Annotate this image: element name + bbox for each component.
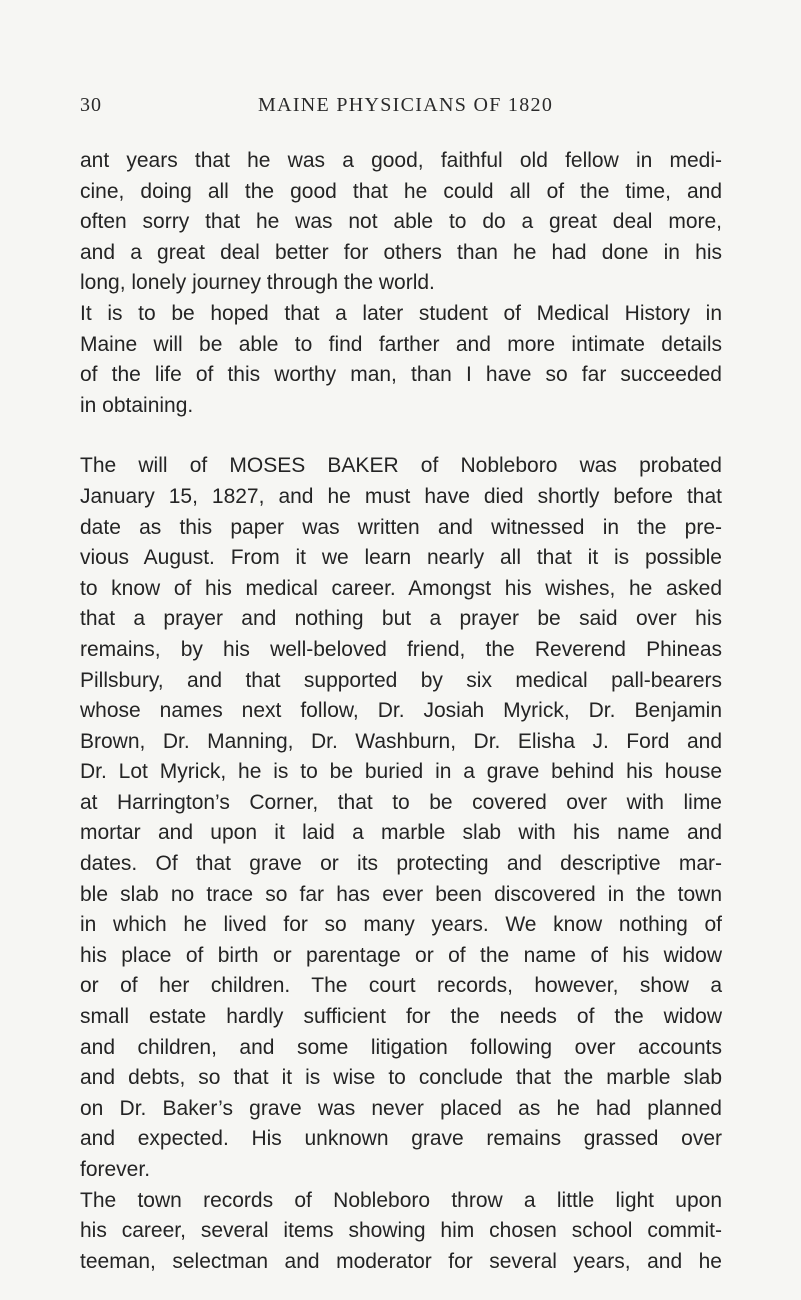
text-line: date as this paper was written and witnessed in the pre- <box>80 515 722 539</box>
body-text <box>80 146 722 1277</box>
text-line: cine, doing all the good that he could all of the time, and <box>80 179 722 203</box>
text-line: in obtaining. <box>80 393 194 417</box>
page-number: 30 <box>80 94 102 116</box>
text-line: whose names next follow, Dr. Josiah Myrick, Dr. Benjamin <box>80 699 722 723</box>
text-line: Pillsbury, and that supported by six medical pall-bearers <box>80 668 722 692</box>
text-line: long, lonely journey through the world. <box>80 271 435 295</box>
paragraph-3 <box>80 451 722 1185</box>
text-line: mortar and upon it laid a marble slab with his name and <box>80 821 722 845</box>
text-line: in which he lived for so many years. We know nothing of <box>80 913 722 937</box>
text-line: Maine will be able to find farther and more intimate details <box>80 332 722 356</box>
text-line: and a great deal better for others than he had done in his <box>80 240 722 264</box>
running-title: MAINE PHYSICIANS OF 1820 <box>258 94 554 116</box>
text-line: that a prayer and nothing but a prayer be said over his <box>80 607 722 631</box>
text-line: and debts, so that it is wise to conclude that the marble slab <box>80 1066 722 1090</box>
text-line: Brown, Dr. Manning, Dr. Washburn, Dr. Elisha J. Ford and <box>80 729 722 753</box>
text-line: of the life of this worthy man, than I have so far succeeded <box>80 363 722 387</box>
text-line: forever. <box>80 1158 151 1181</box>
text-line: The town records of Nobleboro throw a little light upon <box>80 1188 722 1212</box>
paragraph-1 <box>80 146 722 299</box>
text-line: at Harrington’s Corner, that to be covered over with lime <box>80 790 722 814</box>
text-line: on Dr. Baker’s grave was never placed as he had planned <box>80 1096 722 1120</box>
text-line: often sorry that he was not able to do a great deal more, <box>80 210 722 234</box>
text-line: vious August. From it we learn nearly all that it is possible <box>80 546 722 570</box>
text-line: and expected. His unknown grave remains grassed over <box>80 1127 722 1151</box>
paragraph-4 <box>80 1186 722 1278</box>
text-line: January 15, 1827, and he must have died shortly before that <box>80 484 722 508</box>
text-line: his career, several items showing him chosen school commit- <box>80 1219 722 1243</box>
text-line: It is to be hoped that a later student of Medical History in <box>80 301 722 325</box>
paragraph-2 <box>80 299 722 421</box>
text-line: his place of birth or parentage or of the name of his widow <box>80 943 722 967</box>
text-line: Dr. Lot Myrick, he is to be buried in a grave behind his house <box>80 760 722 784</box>
section-gap <box>80 421 722 451</box>
text-line: remains, by his well-beloved friend, the Reverend Phineas <box>80 637 722 661</box>
text-line: small estate hardly sufficient for the needs of the widow <box>80 1005 722 1029</box>
text-line: ble slab no trace so far has ever been discovered in the town <box>80 882 722 906</box>
text-line: or of her children. The court records, however, show a <box>80 974 722 998</box>
text-line: to know of his medical career. Amongst his wishes, he asked <box>80 576 722 600</box>
text-line: ant years that he was a good, faithful old fellow in medi- <box>80 149 722 172</box>
text-line: The will of MOSES BAKER of Nobleboro was probated <box>80 454 722 478</box>
text-line: dates. Of that grave or its protecting and descriptive mar- <box>80 852 722 876</box>
running-head <box>80 94 720 120</box>
text-line: teeman, selectman and moderator for several years, and he <box>80 1249 722 1273</box>
text-line: and children, and some litigation following over accounts <box>80 1035 722 1059</box>
